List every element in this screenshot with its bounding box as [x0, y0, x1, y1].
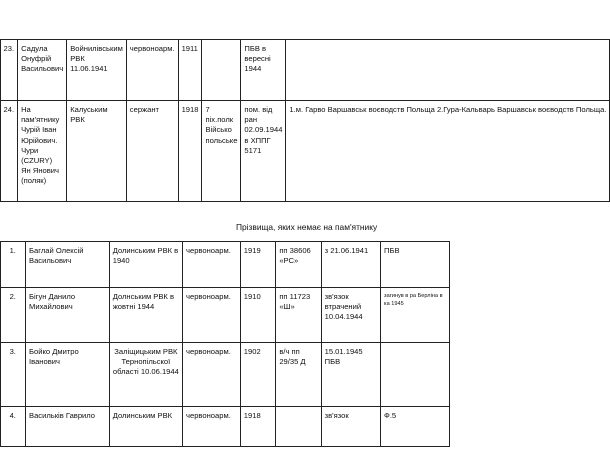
row-number: 24. [0, 101, 18, 202]
table-row [0, 40, 610, 101]
burial-place: ПБВ [381, 242, 449, 288]
soldiers-table-top [0, 39, 610, 202]
burial-place: 1.м. Гарво Варшавськ воєводств Польща 2.Гура-Кальварь Варшавськ воєводств Польща. [286, 101, 610, 202]
fate: пом. від ран 02.09.1944 в ХППГ 5171 [241, 101, 286, 202]
section-heading: Прізвища, яких немає на пам'ятнику [236, 222, 378, 232]
row-number: 2. [0, 288, 26, 343]
birth-year: 1918 [240, 407, 276, 447]
table-row [0, 242, 449, 288]
military-unit [202, 40, 241, 101]
table-row [0, 343, 449, 407]
table-row [0, 407, 449, 447]
soldiers-table-bottom [0, 241, 450, 447]
burial-place [286, 40, 610, 101]
rank: сержант [126, 101, 178, 202]
burial-place: загинув в ра Берліна в ка 1945 [381, 288, 449, 343]
rank: червоноарм. [183, 407, 241, 447]
military-unit [276, 407, 321, 447]
military-unit: пп 11723 «Ш» [276, 288, 321, 343]
fate: 15.01.1945 ПБВ [321, 343, 380, 407]
fate: зв'язок втрачений 10.04.1944 [321, 288, 380, 343]
row-number: 1. [0, 242, 26, 288]
conscription-office: Калуським РВК [67, 101, 127, 202]
birth-year: 1918 [178, 101, 202, 202]
military-unit: в/ч пп 29/35 Д [276, 343, 321, 407]
soldier-name: Баглай Олексій Васильович [26, 242, 110, 288]
fate: зв'язок [321, 407, 380, 447]
conscription-office: Войнилівським РВК 11.06.1941 [67, 40, 127, 101]
birth-year: 1902 [240, 343, 276, 407]
row-number: 3. [0, 343, 26, 407]
row-number: 23. [0, 40, 18, 101]
birth-year: 1911 [178, 40, 202, 101]
table-row [0, 288, 449, 343]
military-unit: 7 піх.полк Військо польське [202, 101, 241, 202]
rank: червоноарм. [183, 288, 241, 343]
soldier-name: На пам'ятнику Чурій Іван Юрійович. Чури (CZURY) Ян Янович (поляк) [18, 101, 67, 202]
burial-place: Ф.5 [381, 407, 449, 447]
military-unit: пп 38606 «РС» [276, 242, 321, 288]
conscription-office: Заліщицьким РВК Тернопільскої області 10.06.1944 [109, 343, 182, 407]
conscription-office: Долнським РВК в жовтні 1944 [109, 288, 182, 343]
fate: з 21.06.1941 [321, 242, 380, 288]
rank: червоноарм. [183, 242, 241, 288]
rank: червоноарм. [183, 343, 241, 407]
birth-year: 1919 [240, 242, 276, 288]
soldier-name: Васильків Гаврило [26, 407, 110, 447]
conscription-office: Долинським РВК в 1940 [109, 242, 182, 288]
row-number: 4. [0, 407, 26, 447]
table-row [0, 101, 610, 202]
birth-year: 1910 [240, 288, 276, 343]
burial-place [381, 343, 449, 407]
soldier-name: Бойко Дмитро Іванович [26, 343, 110, 407]
fate: ПБВ в вересні 1944 [241, 40, 286, 101]
soldier-name: Бігун Данило Михайлович [26, 288, 110, 343]
conscription-office: Долинським РВК [109, 407, 182, 447]
rank: червоноарм. [126, 40, 178, 101]
soldier-name: Садула Онуфрій Васильович [18, 40, 67, 101]
